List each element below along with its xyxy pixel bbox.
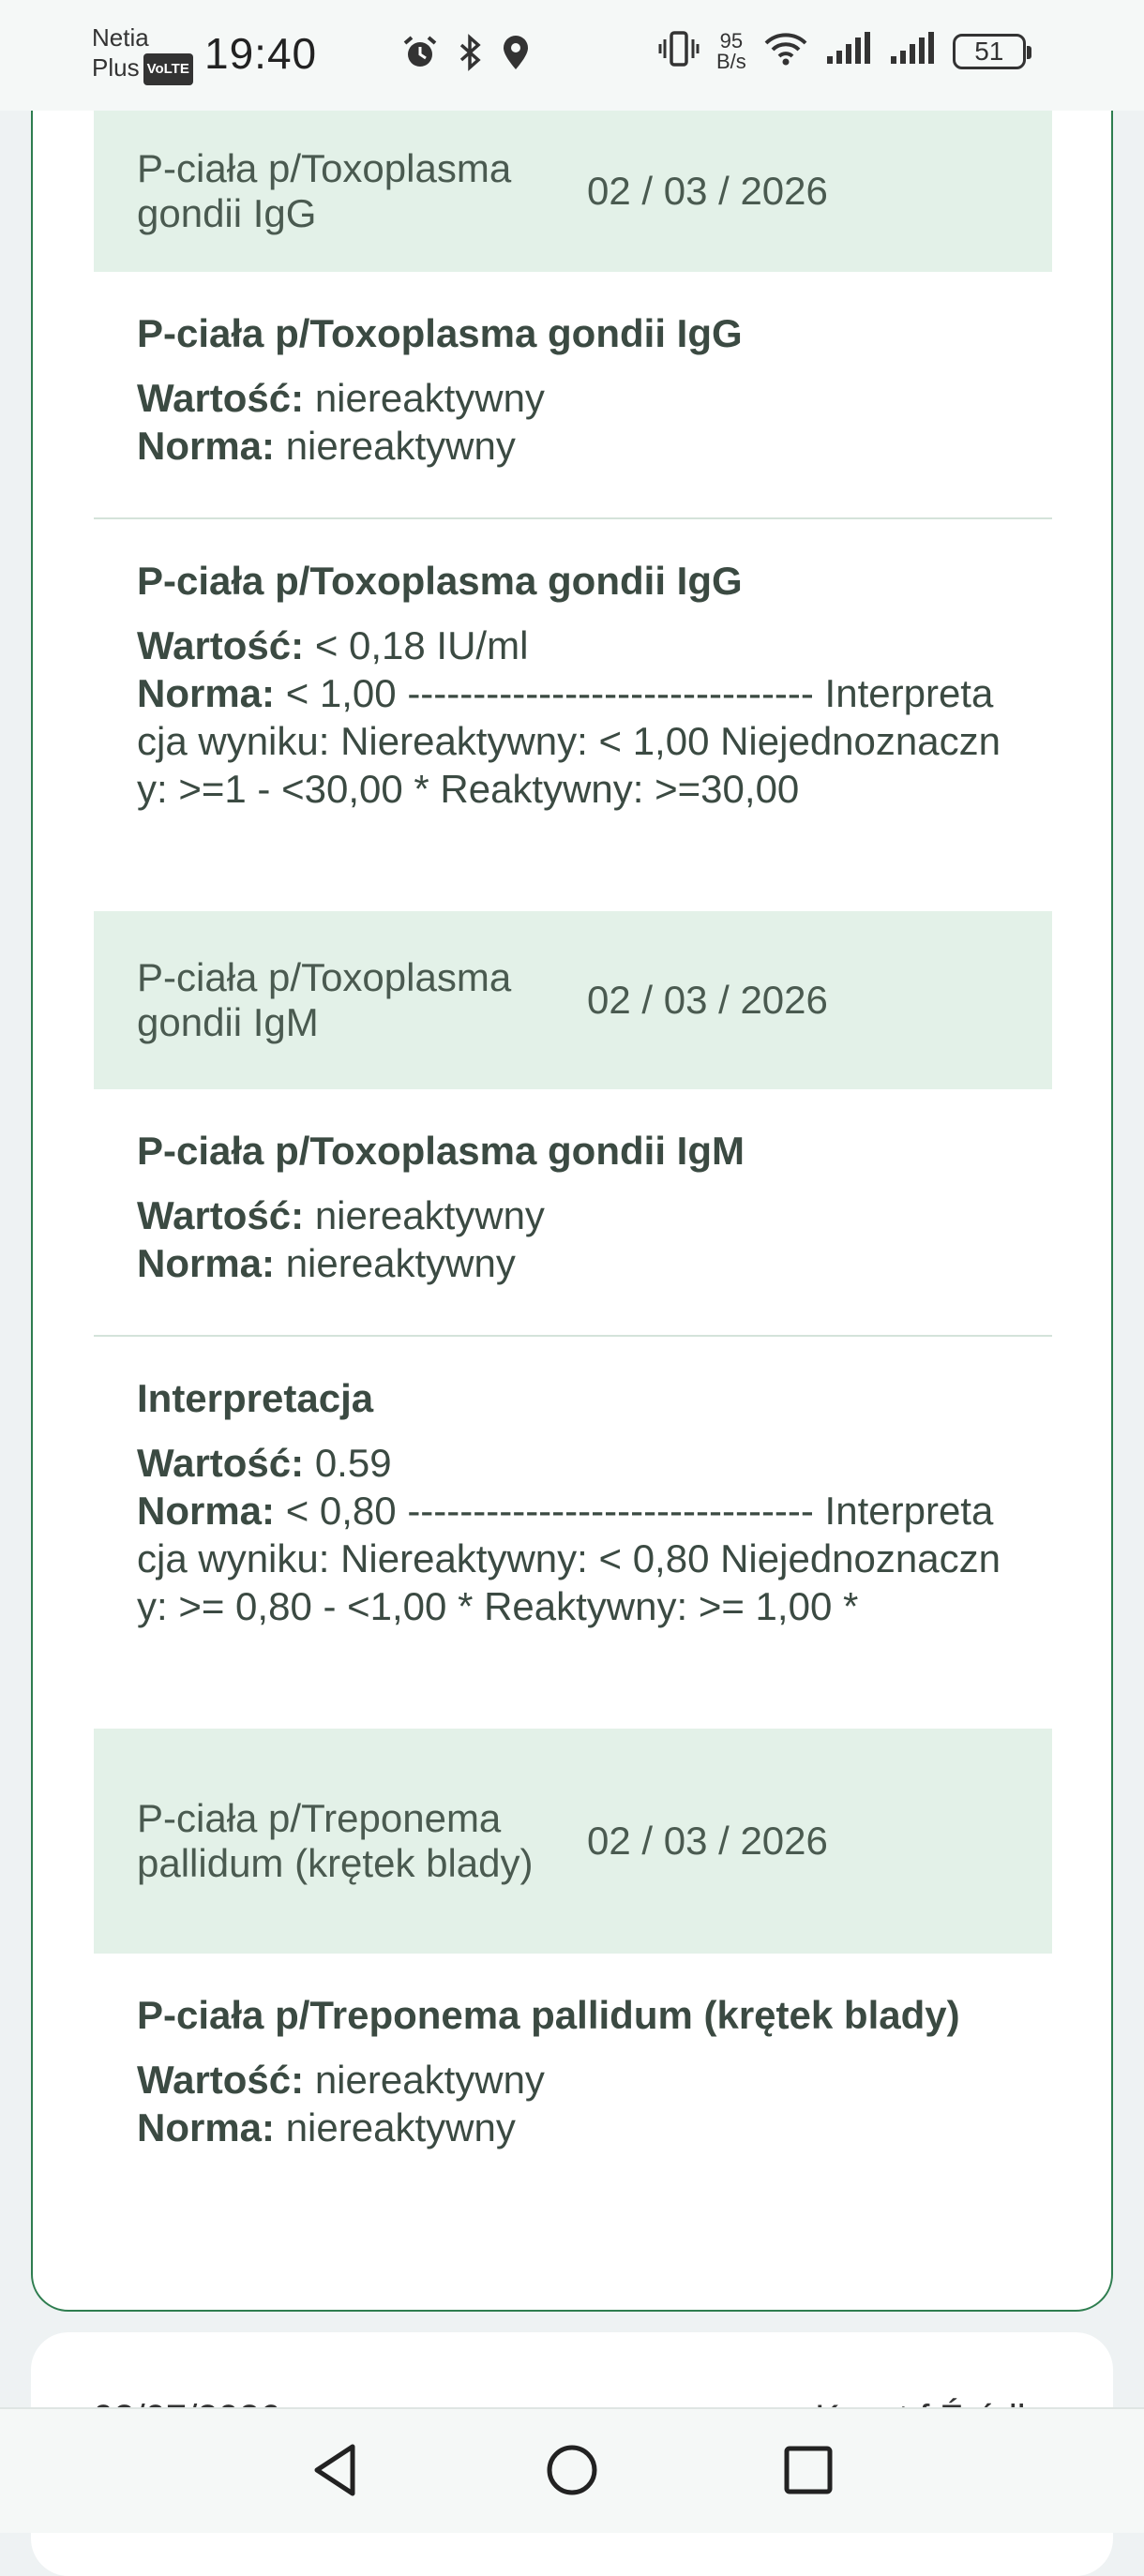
norm-label: Norma: [137,424,276,468]
norm-text: niereaktywny [285,1241,516,1285]
result-group-header[interactable] [94,911,1052,1089]
group-date: 02 / 03 / 2026 [587,978,828,1022]
norm-text: < 0,80 ------------------------------- Interpretacja wyniku: Niereaktywny: < 0,80 Niejednoznaczny: >= 0,80 - <1,00 * Reaktywny: >= 1,00 * [137,1489,1001,1628]
location-icon [501,34,531,76]
result-group-header[interactable] [94,111,1052,272]
norm-label: Norma: [137,2105,276,2149]
recents-icon[interactable] [782,2441,835,2504]
item-title: P-ciała p/Treponema pallidum (krętek blady) [137,1993,960,2037]
group-date: 02 / 03 / 2026 [587,1819,828,1863]
alarm-icon [401,34,439,76]
value-text: < 0,18 IU/ml [314,623,529,667]
norm-label: Norma: [137,671,276,715]
norm-label: Norma: [137,1489,276,1533]
value-label: Wartość: [137,1441,305,1485]
value-label: Wartość: [137,623,305,667]
norm-text: niereaktywny [285,424,516,468]
value-label: Wartość: [137,2058,305,2102]
result-item [94,1337,1052,1729]
group-name: P-ciała p/Toxoplasma gondii IgG [137,146,512,235]
value-text: 0.59 [314,1441,392,1485]
result-group-header[interactable] [94,1729,1052,1954]
battery-indicator: 51 [953,34,1026,69]
result-item [94,519,1052,911]
norm-label: Norma: [137,1241,276,1285]
value-text: niereaktywny [314,2058,545,2102]
wifi-icon [763,30,808,72]
vibrate-icon [658,30,700,72]
signal-icon [825,30,872,72]
status-bar [0,0,1144,111]
norm-text: < 1,00 ------------------------------- Interpretacja wyniku: Niereaktywny: < 1,00 Niejednoznaczny: >=1 - <30,00 * Reaktywny: >=30,00 [137,671,1001,811]
network-speed: 95 B/s [716,28,746,73]
navigation-bar [0,2407,1144,2533]
results-list [94,111,1052,2225]
result-item [94,1089,1052,1337]
group-date: 02 / 03 / 2026 [587,169,828,213]
value-label: Wartość: [137,1193,305,1237]
item-title: P-ciała p/Toxoplasma gondii IgG [137,559,743,603]
group-name: P-ciała p/Toxoplasma gondii IgM [137,955,512,1044]
item-title: Interpretacja [137,1376,374,1420]
value-label: Wartość: [137,376,305,420]
result-item [94,272,1052,519]
result-item [94,1954,1052,2225]
signal-icon [889,30,936,72]
clock: 19:40 [204,29,318,78]
home-icon[interactable] [544,2441,600,2504]
norm-text: niereaktywny [285,2105,516,2149]
item-title: P-ciała p/Toxoplasma gondii IgG [137,311,743,355]
volte-badge: VoLTE [143,53,193,85]
back-icon[interactable] [309,2441,362,2504]
value-text: niereaktywny [314,1193,545,1237]
value-text: niereaktywny [314,376,545,420]
group-name: P-ciała p/Treponema pallidum (krętek blady) [137,1796,534,1885]
bluetooth-icon [456,34,484,76]
carrier-label: Netia Plus VoLTE [92,22,193,85]
item-title: P-ciała p/Toxoplasma gondii IgM [137,1129,745,1173]
